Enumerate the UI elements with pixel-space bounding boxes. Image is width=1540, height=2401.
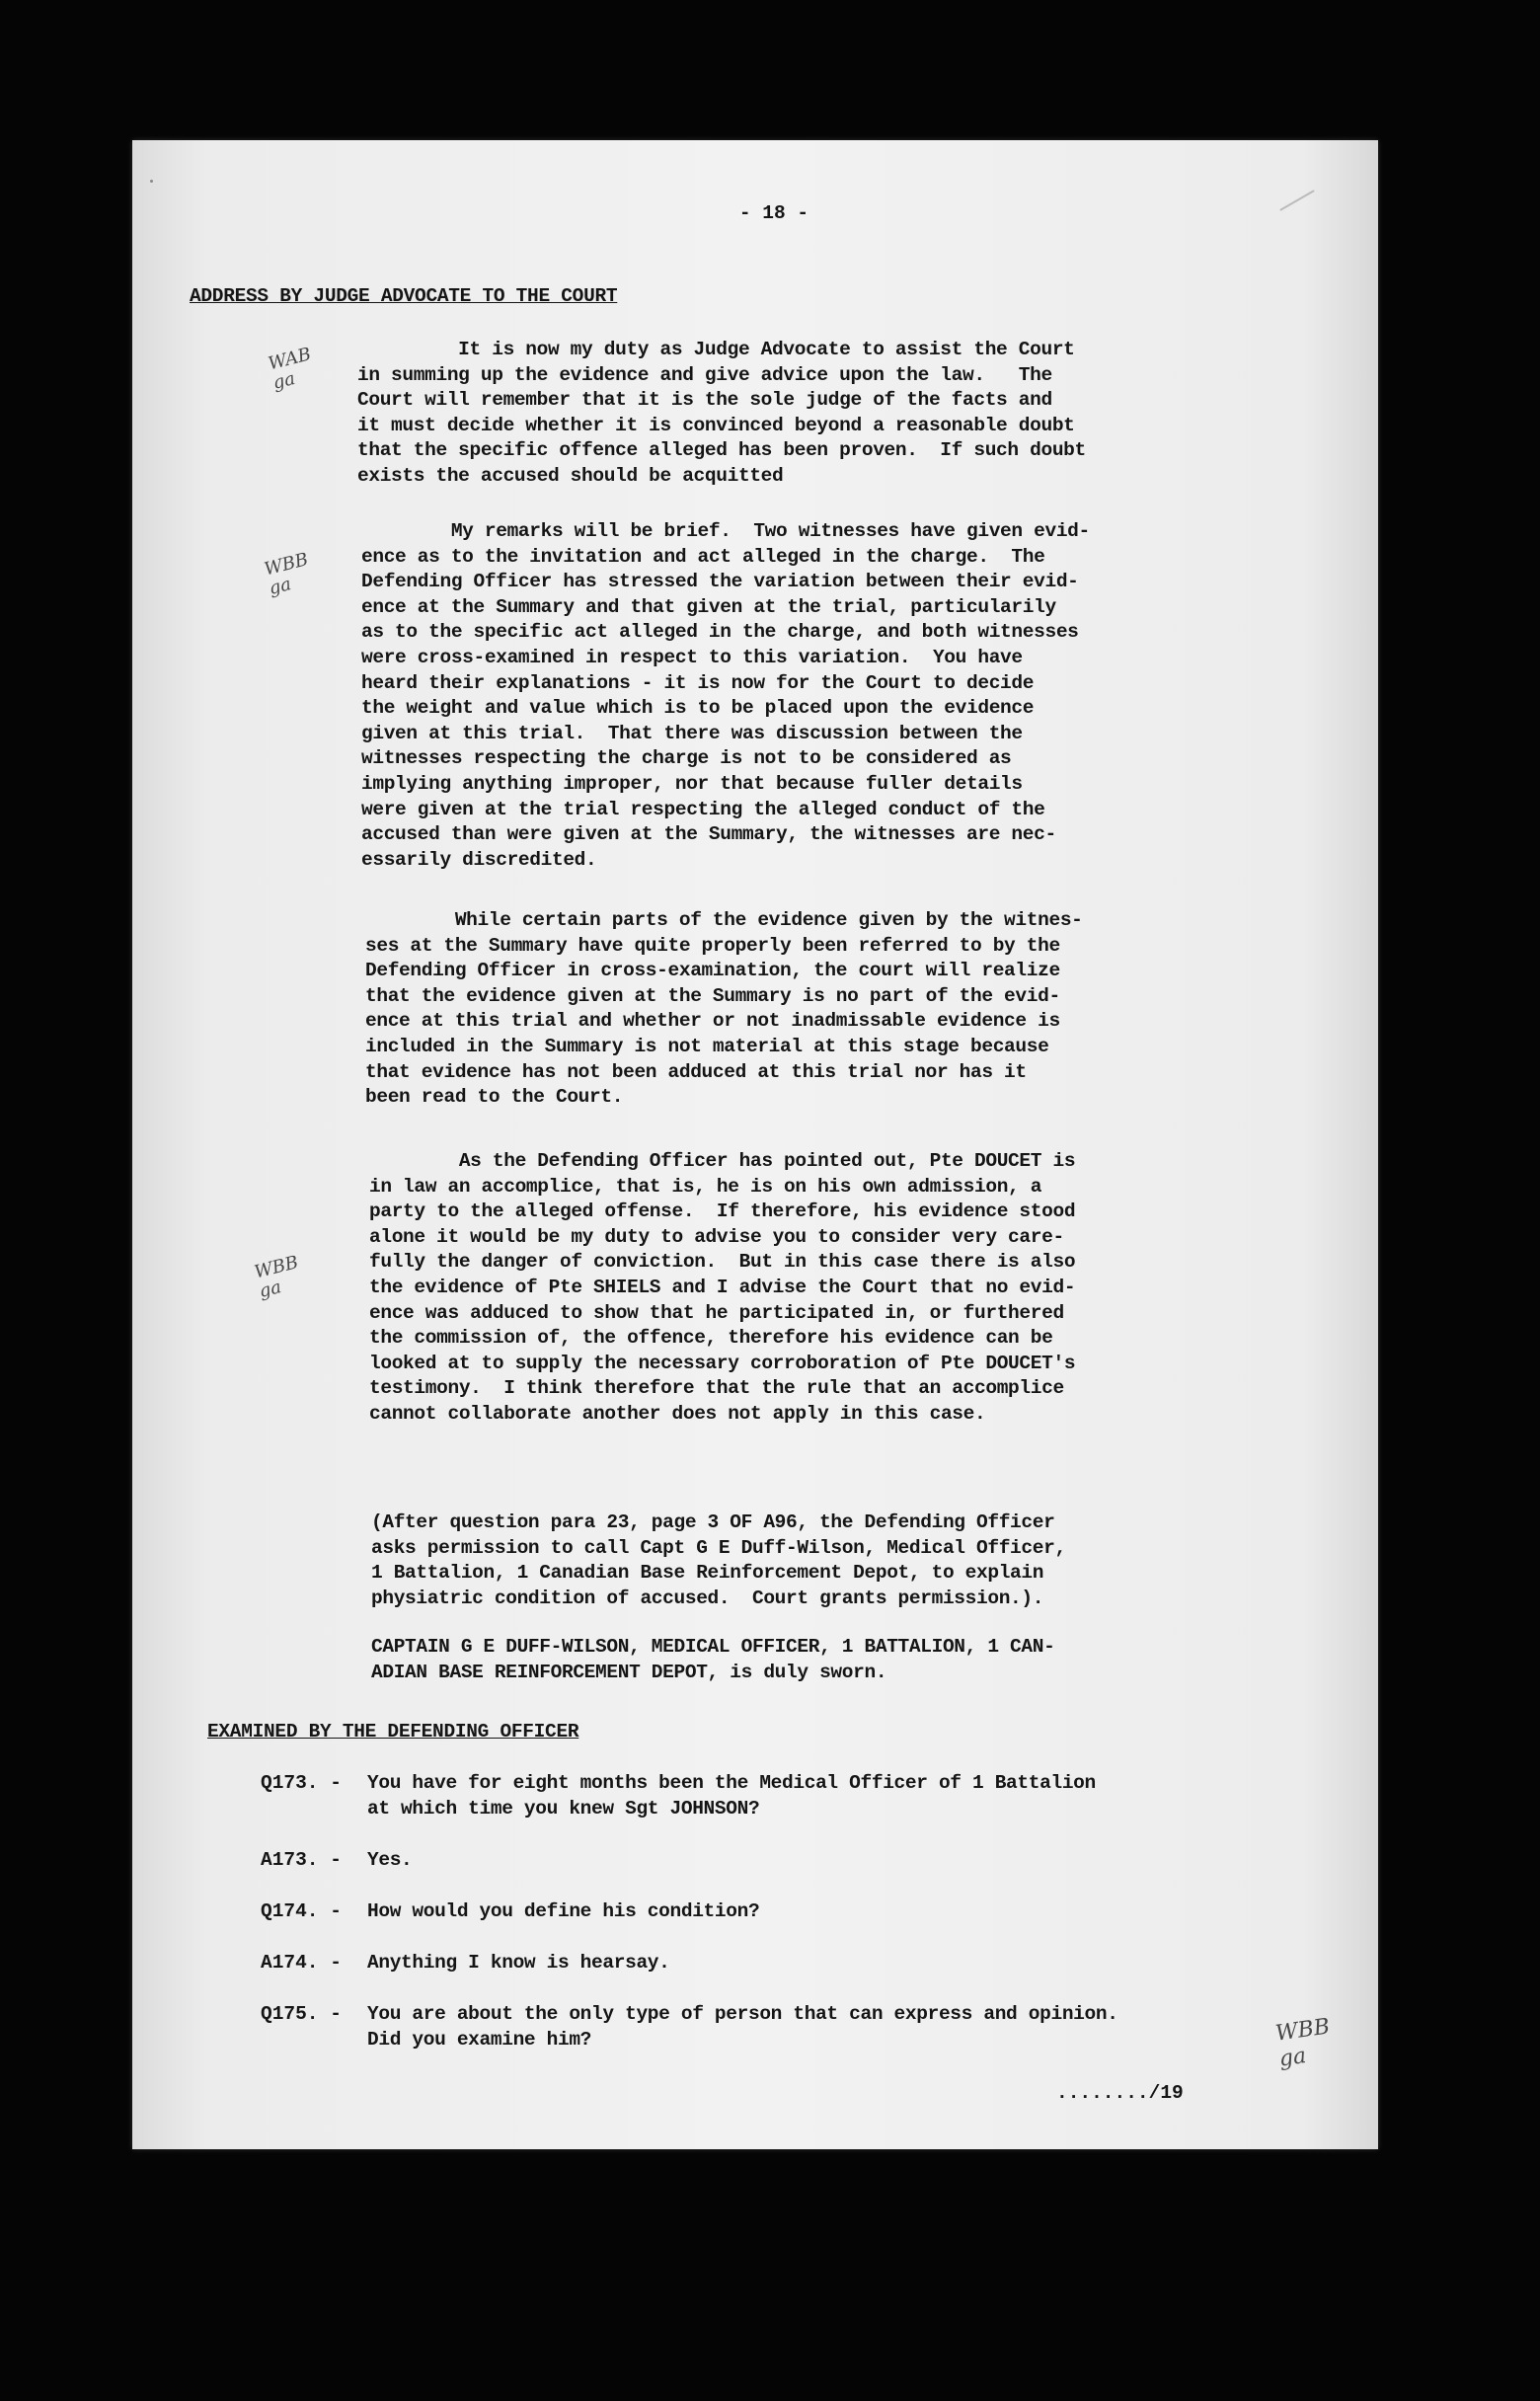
page-number: - 18 - <box>738 202 809 224</box>
handwritten-initials: WBB ga <box>252 1252 301 1302</box>
handwritten-initials: WBB ga <box>1273 2014 1332 2072</box>
paragraph-remarks: My remarks will be brief. Two witnesses have given evid- ence as to the invitation and act alleged in the charge. The Defending Officer has stressed the variation between their evid- ence at the Summary and that given at the trial, particularily as to the specific act alleged in the charge, and both witnesses were cross-examined in respect to this variation. You have heard their explanations - it is now for the Court to decide the weight and value which is to be placed upon the evidence given at this trial. That there was discussion between the witnesses respecting the charge is not to be considered as implying anything improper, nor that because fuller details were given at the trial respecting the alleged conduct of the accused than were given at the Summary, the witnesses are nec- essarily discredited. <box>361 520 1090 871</box>
qa-text: You are about the only type of person that can express and opinion. Did you examine him? <box>367 2003 1118 2051</box>
qa-text: Yes. <box>367 1849 413 1871</box>
qa-tag: Q174. - <box>261 1900 342 1922</box>
qa-text: Anything I know is hearsay. <box>367 1952 670 1974</box>
qa-tag: Q175. - <box>261 2003 342 2025</box>
paragraph-accomplice: As the Defending Officer has pointed out, Pte DOUCET is in law an accomplice, that is, he is on his own admission, a party to the alleged offense. If therefore, his evidence stood alone it would be my duty to advise you to consider very care- fully the danger of conviction. But in this case there is also the evidence of Pte SHIELS and I advise the Court that no evid- ence was adduced to show that he participated in, or furthered the commission of, the offence, therefore his evidence can be looked at to supply the necessary corroboration of Pte DOUCET's testimony. I think therefore that the rule that an accomplice cannot collaborate another does not apply in this case. <box>369 1150 1076 1425</box>
handwritten-initials: WAB ga <box>266 344 314 394</box>
paragraph-permission: (After question para 23, page 3 OF A96, the Defending Officer asks permission to call Capt G E Duff-Wilson, Medical Officer, 1 Battalion, 1 Canadian Base Reinforcement Depot, to explain physiatric condition of accused. Court grants permission.). <box>371 1511 1066 1609</box>
paragraph-sworn: CAPTAIN G E DUFF-WILSON, MEDICAL OFFICER, 1 BATTALION, 1 CAN- ADIAN BASE REINFORCEMENT DEPOT, is duly sworn. <box>371 1636 1055 1683</box>
paragraph-duty: It is now my duty as Judge Advocate to assist the Court in summing up the evidence and give advice upon the law. The Court will remember that it is the sole judge of the facts and it must decide whether it is convinced beyond a reasonable doubt that the specific offence alleged has been proven. If such doubt exists the accused should be acquitted <box>357 339 1086 487</box>
document-page <box>132 140 1378 2149</box>
qa-tag: A173. - <box>261 1849 342 1871</box>
section-heading-address: ADDRESS BY JUDGE ADVOCATE TO THE COURT <box>190 285 618 307</box>
qa-text: You have for eight months been the Medical Officer of 1 Battalion at which time you knew Sgt JOHNSON? <box>367 1772 1096 1820</box>
qa-tag: A174. - <box>261 1952 342 1974</box>
paragraph-summary-evidence: While certain parts of the evidence given by the witnes- ses at the Summary have quite properly been referred to by the Defending Officer in cross-examination, the court will realize that the evidence given at the Summary is no part of the evid- ence at this trial and whether or not inadmissable evidence is included in the Summary is not material at this stage because that evidence has not been adduced at this trial nor has it been read to the Court. <box>365 909 1083 1109</box>
qa-tag: Q173. - <box>261 1772 342 1794</box>
continued-marker: ......../19 <box>1056 2082 1184 2104</box>
paper-speck <box>150 180 153 183</box>
paper-speck <box>1279 190 1315 211</box>
handwritten-initials: WBB ga <box>262 549 311 599</box>
section-heading-examined: EXAMINED BY THE DEFENDING OFFICER <box>207 1721 579 1743</box>
qa-text: How would you define his condition? <box>367 1900 760 1922</box>
